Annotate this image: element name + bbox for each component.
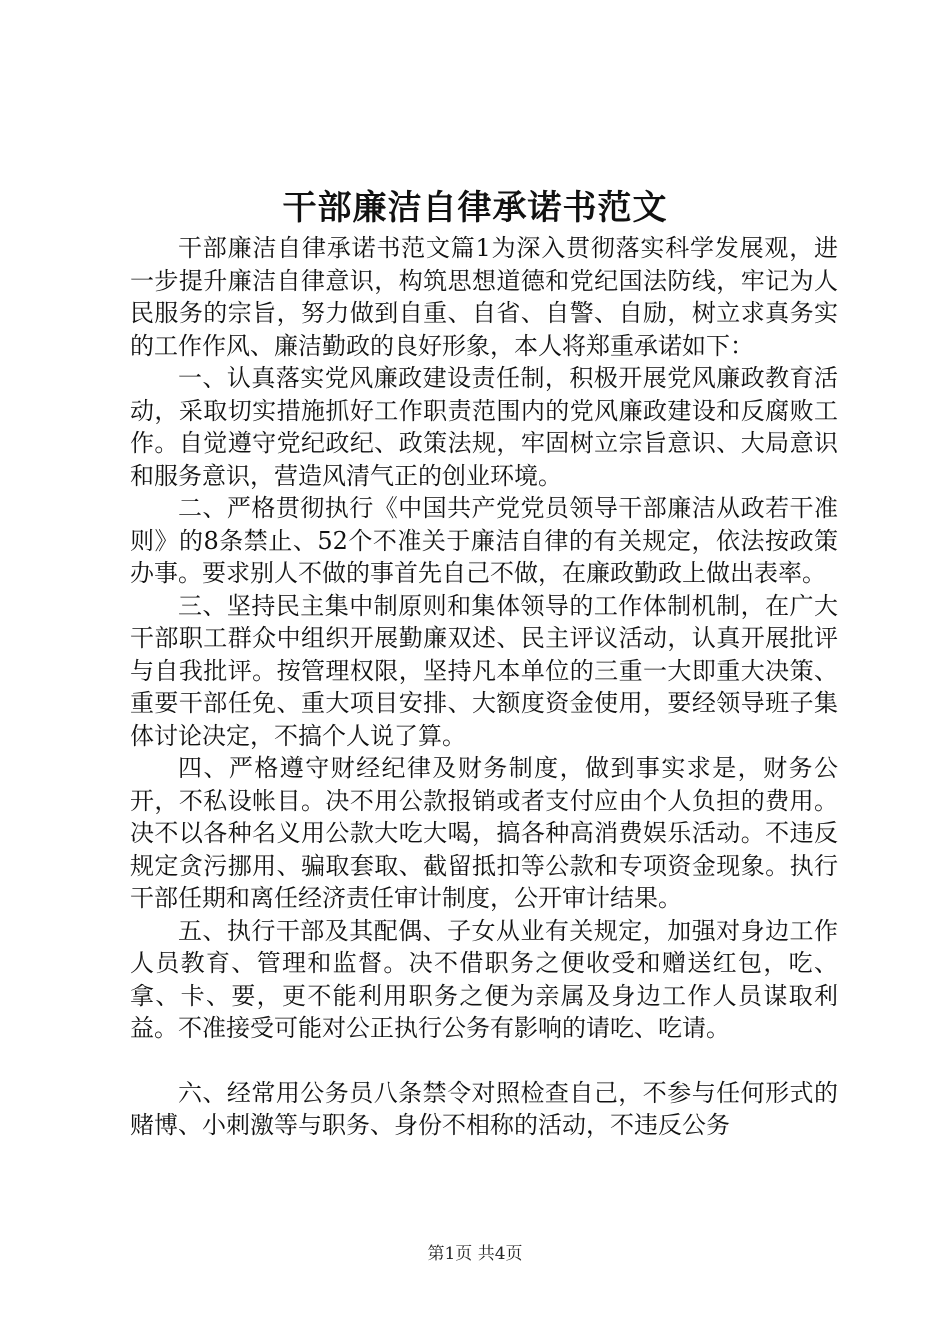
paragraph-item-3: 三、坚持民主集中制原则和集体领导的工作体制机制，在广大干部职工群众中组织开展勤廉双述、民主评议活动，认真开展批评与自我批评。按管理权限，坚持凡本单位的三重一大即重大决策、重要干部任免、重大项目安排、大额度资金使用，要经领导班子集体讨论决定，不搞个人说了算。 bbox=[130, 591, 838, 750]
paragraph-item-6: 六、经常用公务员八条禁令对照检查自己，不参与任何形式的赌博、小刺激等与职务、身份不相称的活动，不违反公务 bbox=[130, 1078, 838, 1139]
paragraph-item-2: 二、严格贯彻执行《中国共产党党员领导干部廉洁从政若干准则》的8条禁止、52个不准关于廉洁自律的有关规定，依法按政策办事。要求别人不做的事首先自己不做，在廉政勤政上做出表率。 bbox=[130, 494, 838, 587]
paragraph-item-5: 五、执行干部及其配偶、子女从业有关规定，加强对身边工作人员教育、管理和监督。决不借职务之便收受和赠送红包，吃、拿、卡、要，更不能利用职务之便为亲属及身边工作人员谋取利益。不准接受可能对公正执行公务有影响的请吃、吃请。 bbox=[130, 916, 838, 1042]
document-title: 干部廉洁自律承诺书范文 bbox=[282, 188, 668, 228]
page-number-footer: 第1页 共4页 bbox=[427, 1244, 523, 1264]
document-body bbox=[130, 232, 838, 1142]
paragraph-item-1: 一、认真落实党风廉政建设责任制，积极开展党风廉政教育活动，采取切实措施抓好工作职责范围内的党风廉政建设和反腐败工作。自觉遵守党纪政纪、政策法规，牢固树立宗旨意识、大局意识和服务意识，营造风清气正的创业环境。 bbox=[130, 364, 838, 490]
paragraph-intro: 干部廉洁自律承诺书范文篇1为深入贯彻落实科学发展观，进一步提升廉洁自律意识，构筑思想道德和党纪国法防线，牢记为人民服务的宗旨，努力做到自重、自省、自警、自励，树立求真务实的工作作风、廉洁勤政的良好形象，本人将郑重承诺如下： bbox=[130, 234, 838, 360]
paragraph-item-4: 四、严格遵守财经纪律及财务制度，做到事实求是，财务公开，不私设帐目。决不用公款报销或者支付应由个人负担的费用。决不以各种名义用公款大吃大喝，搞各种高消费娱乐活动。不违反规定贪污挪用、骗取套取、截留抵扣等公款和专项资金现象。执行干部任期和离任经济责任审计制度，公开审计结果。 bbox=[130, 754, 838, 912]
